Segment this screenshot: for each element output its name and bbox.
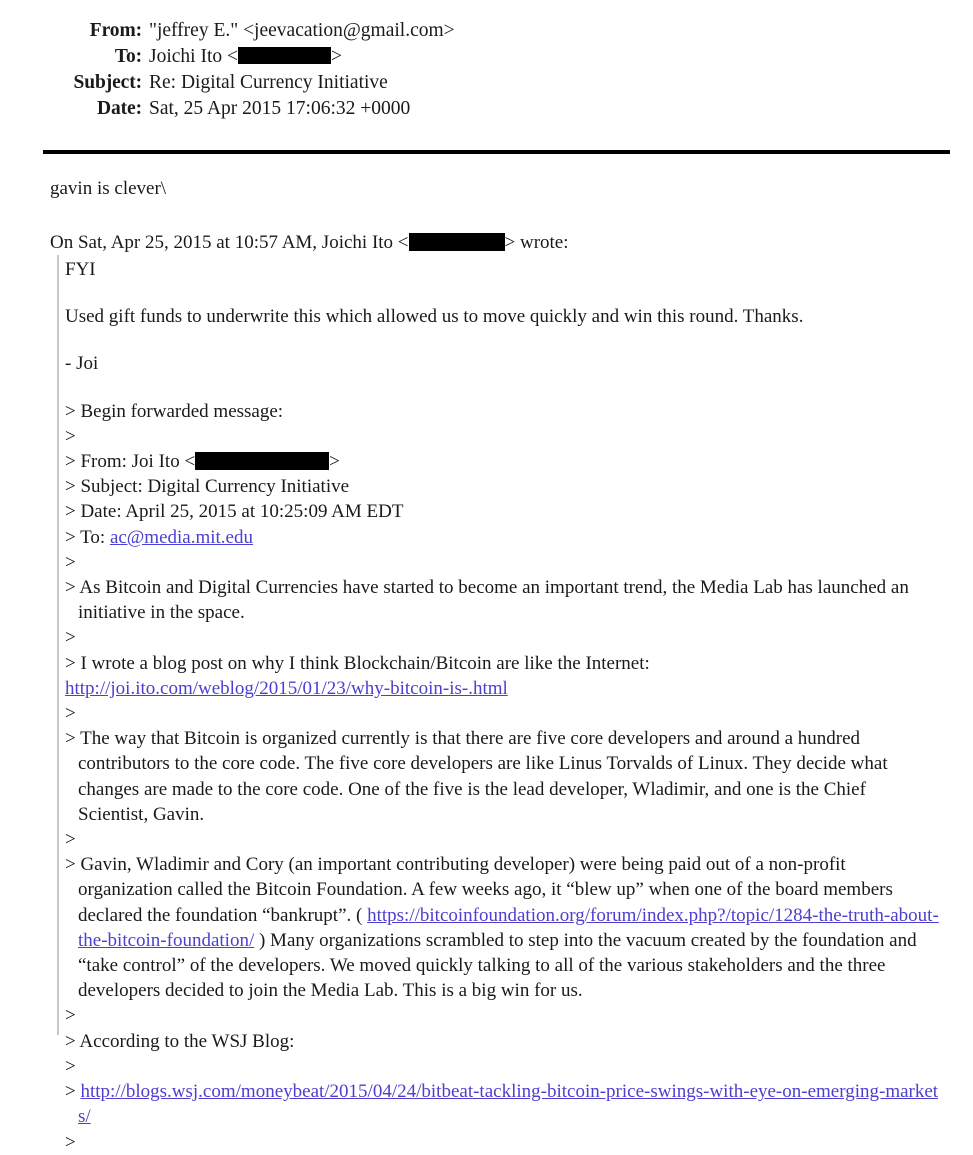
to-label: To: xyxy=(114,46,142,67)
to-value-suffix: > xyxy=(331,46,342,67)
email-link-ac-media-mit-edu[interactable]: ac@media.mit.edu xyxy=(109,526,253,548)
redaction-box-to-address xyxy=(238,47,331,64)
foundation-para-part-one: > Gavin, Wladimir and Cory (an important contributing developer) were being paid out of a non-profit organization called the Bitcoin Foundation. A few weeks ago, it “blew up” when one of the board members declared the foundation “bankrupt”. ( xyxy=(65,854,893,926)
date-label: Date: xyxy=(97,98,142,119)
quoted-para-wsj-intro: > According to the WSJ Blog: xyxy=(65,1030,295,1052)
quoted-line-marker: > xyxy=(65,425,76,447)
quoted-line-fwd-subject: > Subject: Digital Currency Initiative xyxy=(65,476,350,498)
foundation-para-part-two: ) Many organizations scrambled to step into the vacuum created by the foundation and “take control” of the developers. We moved quickly talking to all of the various stakeholders and the three developers decided to join the Media Lab. This is a big win for us. xyxy=(78,929,917,1002)
email-body xyxy=(0,176,973,1155)
header-body-divider xyxy=(43,150,950,154)
to-value xyxy=(149,44,620,70)
quoted-para-bitcoin-trend: > As Bitcoin and Digital Currencies have started to become an important trend, the Media Lab has launched an initiative in the space. xyxy=(65,577,909,624)
email-header-block xyxy=(0,18,620,122)
header-row-to xyxy=(0,44,620,70)
url-link-joi-ito-blog[interactable]: http://joi.ito.com/weblog/2015/01/23/why-bitcoin-is-.html xyxy=(65,677,508,699)
url-link-bitcoinfoundation-forum[interactable]: https://bitcoinfoundation.org/forum/index.php?/topic/1284-the-truth-about-the-bitcoin-foundation/ xyxy=(78,904,939,951)
quoted-para-core-developers: > The way that Bitcoin is organized currently is that there are five core developers and around a hundred contributors to the core code. The five core developers are like Linus Torvalds of Linux. They decide what changes are made to the core code. One of the five is the lead developer, Wladimir, and one is the Chief Scientist, Gavin. xyxy=(65,728,888,825)
quoted-line-marker: > xyxy=(65,703,76,725)
quoted-para-blog-intro: > I wrote a blog post on why I think Blockchain/Bitcoin are like the Internet: xyxy=(65,652,650,674)
quote-attribution-suffix: > wrote: xyxy=(504,232,569,253)
quoted-line-marker: > xyxy=(65,1131,76,1153)
reply-text: gavin is clever\ xyxy=(50,178,167,199)
quoted-line-wsj-url xyxy=(65,1079,940,1129)
quoted-line-gift-funds: Used gift funds to underwrite this which allowed us to move quickly and win this round. Thanks. xyxy=(65,306,804,328)
quoted-para-bitcoin-foundation xyxy=(65,852,940,1003)
quoted-line-fwd-from xyxy=(65,449,973,474)
spacer xyxy=(65,282,973,304)
from-label: From: xyxy=(89,20,142,41)
from-value: "jeffrey E." <jeevacation@gmail.com> xyxy=(149,20,455,41)
header-row-from xyxy=(0,18,620,44)
spacer xyxy=(65,329,973,351)
quoted-line-signoff: - Joi xyxy=(65,353,99,375)
url-link-wsj-moneybeat[interactable]: http://blogs.wsj.com/moneybeat/2015/04/24/bitbeat-tackling-bitcoin-price-swings-with-eye-on-emerging-markets/ xyxy=(78,1081,939,1128)
header-row-date xyxy=(0,96,620,122)
quoted-message-block xyxy=(0,255,973,1155)
quoted-line-marker: > xyxy=(65,627,76,649)
date-value: Sat, 25 Apr 2015 17:06:32 +0000 xyxy=(149,98,411,119)
to-value-prefix: Joichi Ito < xyxy=(149,46,238,67)
wsj-url-prefix: > xyxy=(65,1081,81,1103)
quoted-line-marker: > xyxy=(65,551,76,573)
subject-value: Re: Digital Currency Initiative xyxy=(149,72,388,93)
quote-attribution-prefix: On Sat, Apr 25, 2015 at 10:57 AM, Joichi Ito < xyxy=(50,232,409,253)
fwd-to-prefix: > To: xyxy=(65,526,110,548)
quoted-line-fwd-date: > Date: April 25, 2015 at 10:25:09 AM EDT xyxy=(65,501,404,523)
quoted-line-joi-blog-url xyxy=(65,676,973,701)
quoted-line-fwd-to xyxy=(65,525,973,550)
redaction-box-forwarded-from-address xyxy=(195,452,329,470)
spacer xyxy=(65,377,973,399)
quoted-line-begin-forward: > Begin forwarded message: xyxy=(65,400,284,422)
redaction-box-attribution-address xyxy=(409,233,505,251)
quoted-line-marker: > xyxy=(65,1055,76,1077)
fwd-from-prefix: > From: Joi Ito < xyxy=(65,451,196,473)
quoted-line-fyi: FYI xyxy=(65,259,96,280)
fwd-from-suffix: > xyxy=(329,451,340,473)
subject-label: Subject: xyxy=(73,72,142,93)
header-row-subject xyxy=(0,70,620,96)
quoted-line-marker: > xyxy=(65,829,76,851)
quote-indent-bar xyxy=(57,255,59,1035)
quote-attribution xyxy=(50,230,973,255)
quoted-line-marker: > xyxy=(65,1005,76,1027)
quoted-message-content xyxy=(0,255,973,1155)
